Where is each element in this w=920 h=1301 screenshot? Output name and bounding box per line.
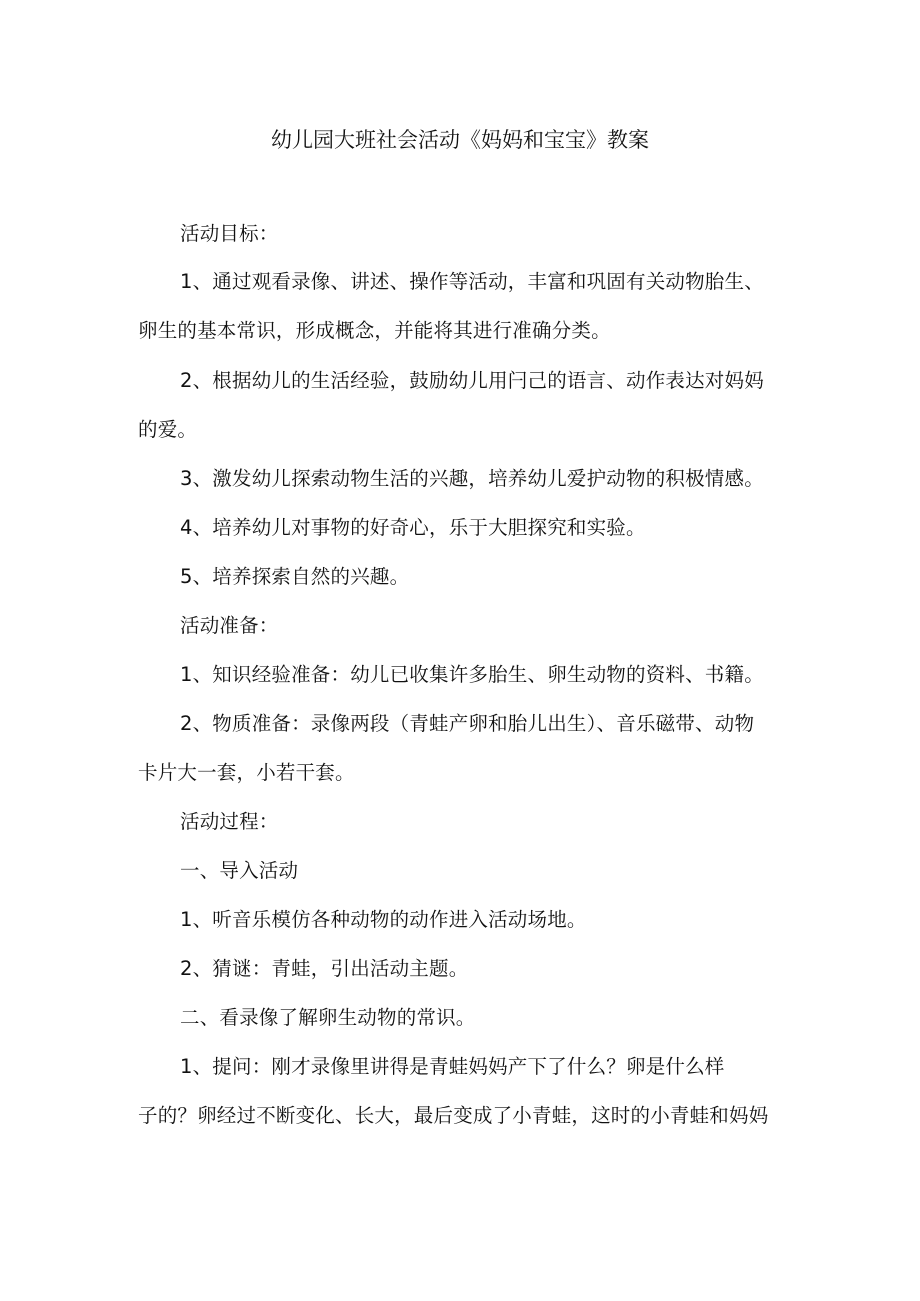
paragraph-line: 2、猜谜：青蛙，引出活动主题。	[180, 957, 469, 980]
paragraph-line: 卡片大一套，小若干套。	[138, 761, 355, 784]
paragraph-line: 卵生的基本常识，形成概念，并能将其进行准确分类。	[138, 319, 611, 342]
paragraph-line: 3、激发幼儿探索动物生活的兴趣，培养幼儿爱护动物的积极情感。	[180, 467, 764, 490]
paragraph-line: 4、培养幼儿对事物的好奇心，乐于大胆探究和实验。	[180, 516, 646, 539]
paragraph-line: 2、根据幼儿的生活经验，鼓励幼儿用闩己的语言、动作表达对妈妈	[180, 369, 764, 392]
section-heading-goals: 活动目标：	[180, 222, 279, 245]
paragraph-line: 1、提问：刚才录像里讲得是青蛙妈妈产下了什么？卵是什么样	[180, 1055, 725, 1078]
paragraph-line: 的爱。	[138, 418, 198, 441]
paragraph-line: 1、通过观看录像、讲述、操作等活动，丰富和巩固有关动物胎生、	[180, 270, 764, 293]
paragraph-line: 2、物质准备：录像两段（青蛙产卵和胎儿出生）、音乐磁带、动物	[180, 712, 755, 735]
paragraph-line: 5、培养探索自然的兴趣。	[180, 565, 410, 588]
document-title: 幼儿园大班社会活动《妈妈和宝宝》教案	[271, 128, 649, 152]
paragraph-line: 1、听音乐模仿各种动物的动作进入活动场地。	[180, 908, 587, 931]
paragraph-line: 子的？卵经过不断变化、长大，最后变成了小青蛙，这时的小青蛙和妈妈	[138, 1104, 769, 1127]
paragraph-line: 1、知识经验准备：幼儿已收集许多胎生、卵生动物的资料、书籍。	[180, 663, 764, 686]
subsection-heading: 二、看录像了解卵生动物的常识。	[180, 1006, 476, 1029]
section-heading-preparation: 活动准备：	[180, 614, 279, 637]
subsection-heading: 一、导入活动	[180, 859, 299, 882]
section-heading-process: 活动过程：	[180, 810, 279, 833]
